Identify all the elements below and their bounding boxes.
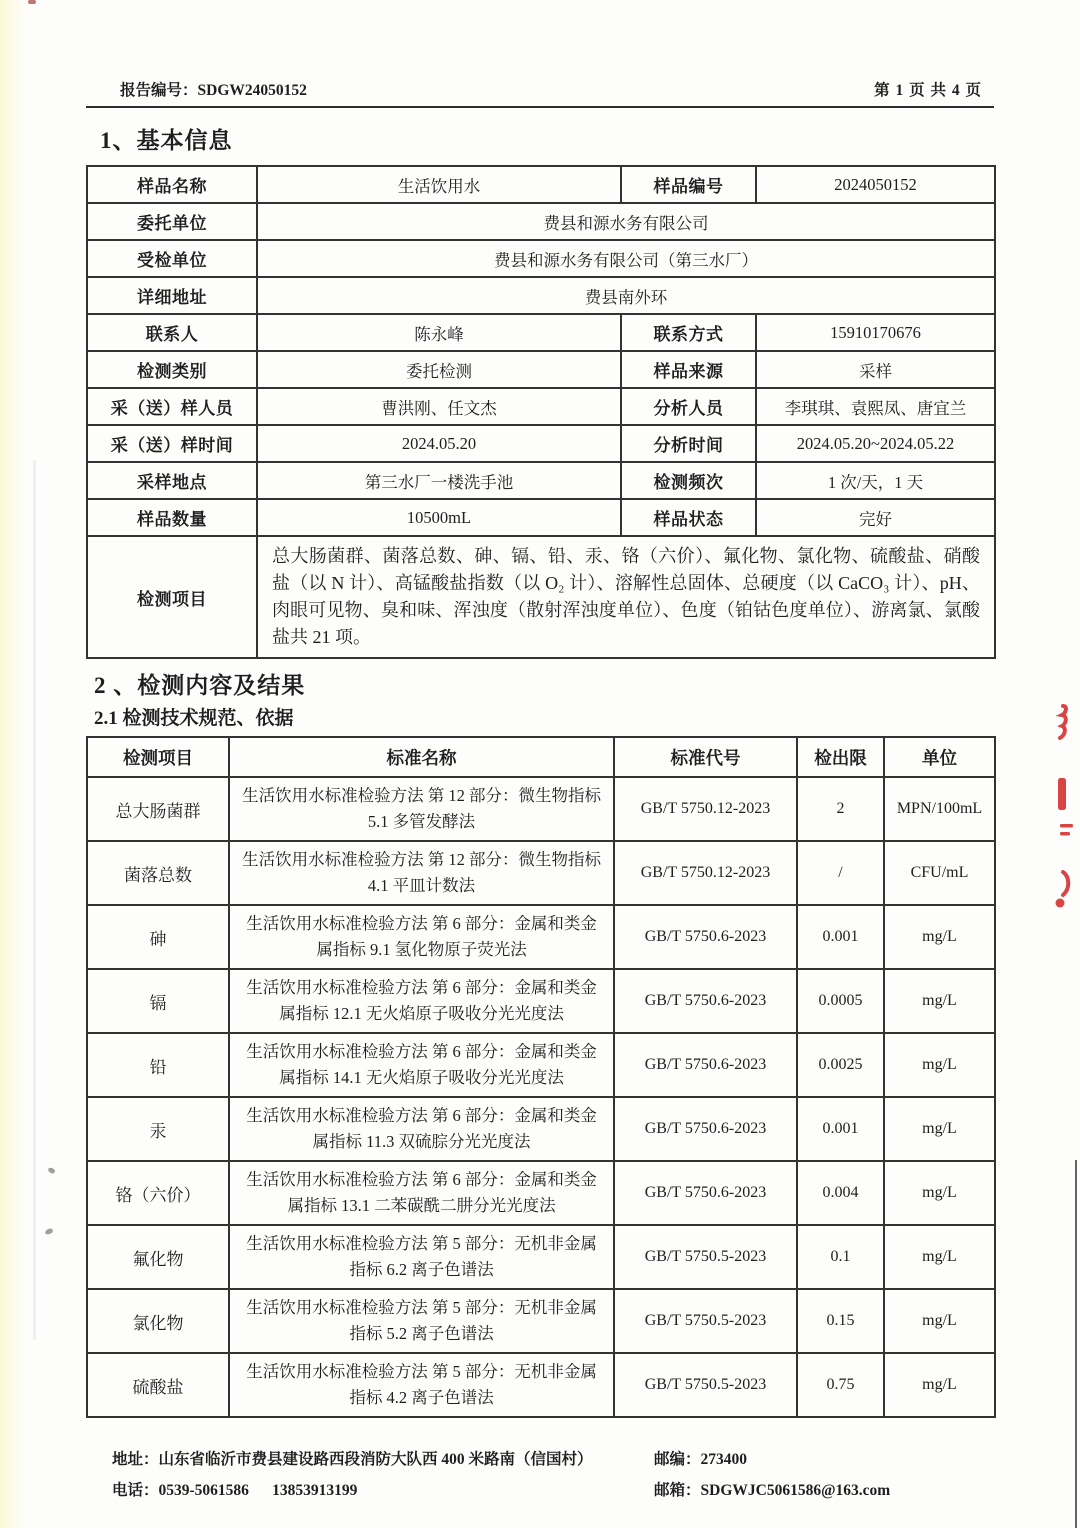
test-item: 总大肠菌群 [87,777,229,841]
test-item: 氟化物 [87,1225,229,1289]
table-row [87,462,995,499]
unit: mg/L [884,905,995,969]
detection-limit: 0.0025 [797,1033,884,1097]
table-row [87,1033,995,1097]
unit: CFU/mL [884,841,995,905]
standard-code: GB/T 5750.6-2023 [614,969,797,1033]
test-item: 砷 [87,905,229,969]
table-row [87,425,995,462]
column-header: 检测项目 [87,737,229,777]
detection-limit: 0.004 [797,1161,884,1225]
field-value: 采样 [756,351,995,388]
field-label: 检测类别 [87,351,257,388]
table-row [87,240,995,277]
field-label: 详细地址 [87,277,257,314]
table-row [87,166,995,203]
test-items-text: 总大肠菌群、菌落总数、砷、镉、铅、汞、铬（六价）、氟化物、氯化物、硫酸盐、硝酸盐（以 N 计）、高锰酸盐指数（以 O₂ 计）、溶解性总固体、总硬度（以 CaCO₃ 计）、pH、肉眼可见物、臭和味、浑浊度（散射浑浊度单位）、色度（铂钴色度单位）、游离氯、氯酸盐共 21 项。 [257,536,995,658]
detection-limit: 0.1 [797,1225,884,1289]
field-label: 分析人员 [621,388,756,425]
standard-name: 生活饮用水标准检验方法 第 6 部分：金属和类金属指标 9.1 氢化物原子荧光法 [229,905,614,969]
table-row [87,1097,995,1161]
standard-name: 生活饮用水标准检验方法 第 12 部分：微生物指标 4.1 平皿计数法 [229,841,614,905]
field-label: 样品来源 [621,351,756,388]
field-label: 受检单位 [87,240,257,277]
table-row [87,841,995,905]
unit: mg/L [884,1353,995,1417]
standard-name: 生活饮用水标准检验方法 第 6 部分：金属和类金属指标 11.3 双硫腙分光光度法 [229,1097,614,1161]
field-label: 检测频次 [621,462,756,499]
page-header [86,0,994,100]
table-row [87,536,995,658]
field-value: 费县和源水务有限公司 [257,203,995,240]
field-label: 采（送）样人员 [87,388,257,425]
test-item: 菌落总数 [87,841,229,905]
lab-phone: 电话：0539-5061586 13853913199 [112,1482,358,1499]
table-row [87,351,995,388]
table-row [87,1225,995,1289]
field-value: 李琪琪、袁熙凤、唐宜兰 [756,388,995,425]
section2-subtitle: 2.1 检测技术规范、依据 [94,708,294,729]
detection-limit: / [797,841,884,905]
table-row [87,314,995,351]
standard-name: 生活饮用水标准检验方法 第 5 部分：无机非金属指标 6.2 离子色谱法 [229,1225,614,1289]
field-label: 分析时间 [621,425,756,462]
standard-code: GB/T 5750.5-2023 [614,1353,797,1417]
table-row [87,277,995,314]
field-label: 样品名称 [87,166,257,203]
field-value: 费县南外环 [257,277,995,314]
standard-name: 生活饮用水标准检验方法 第 5 部分：无机非金属指标 4.2 离子色谱法 [229,1353,614,1417]
table-row [87,1353,995,1417]
standard-code: GB/T 5750.12-2023 [614,777,797,841]
field-value: 委托检测 [257,351,621,388]
field-value: 曹洪刚、任文杰 [257,388,621,425]
standard-code: GB/T 5750.6-2023 [614,1161,797,1225]
detection-limit: 2 [797,777,884,841]
standard-code: GB/T 5750.5-2023 [614,1225,797,1289]
methods-table [86,736,996,1418]
report-number: 报告编号：SDGW24050152 [120,82,307,99]
scan-speck [47,1166,56,1174]
field-label: 样品数量 [87,499,257,536]
detection-limit: 0.15 [797,1289,884,1353]
standard-name: 生活饮用水标准检验方法 第 6 部分：金属和类金属指标 13.1 二苯碳酰二肼分光光度法 [229,1161,614,1225]
field-value: 15910170676 [756,314,995,351]
lab-email: 邮箱：SDGWJC5061586@163.com [654,1482,891,1499]
page-footer [112,1444,984,1506]
detection-limit: 0.001 [797,905,884,969]
field-label: 采（送）样时间 [87,425,257,462]
field-value: 完好 [756,499,995,536]
table-row [87,388,995,425]
basic-info-table [86,165,996,659]
table-row [87,1161,995,1225]
unit: mg/L [884,1097,995,1161]
header-rule [86,106,994,108]
field-label: 委托单位 [87,203,257,240]
standard-code: GB/T 5750.12-2023 [614,841,797,905]
unit: mg/L [884,969,995,1033]
field-value: 2024.05.20 [257,425,621,462]
page-indicator: 第 1 页 共 4 页 [874,82,982,99]
column-header: 标准代号 [614,737,797,777]
table-row [87,777,995,841]
column-header: 单位 [884,737,995,777]
field-value: 1 次/天，1 天 [756,462,995,499]
unit: mg/L [884,1033,995,1097]
field-value: 生活饮用水 [257,166,621,203]
red-stamp-artifact [1048,698,1080,928]
unit: mg/L [884,1225,995,1289]
lab-address: 地址：山东省临沂市费县建设路西段消防大队西 400 米路南（信国村） [112,1451,593,1468]
scan-page-edge [1075,1160,1077,1528]
field-label: 联系人 [87,314,257,351]
detection-limit: 0.75 [797,1353,884,1417]
field-value: 第三水厂一楼洗手池 [257,462,621,499]
section2-title: 2 、检测内容及结果 [94,673,306,698]
detection-limit: 0.0005 [797,969,884,1033]
table-row [87,1289,995,1353]
field-value: 10500mL [257,499,621,536]
test-item: 铅 [87,1033,229,1097]
field-label: 采样地点 [87,462,257,499]
standard-code: GB/T 5750.6-2023 [614,905,797,969]
test-item: 汞 [87,1097,229,1161]
field-value: 费县和源水务有限公司（第三水厂） [257,240,995,277]
test-item: 镉 [87,969,229,1033]
column-header: 标准名称 [229,737,614,777]
field-value: 2024.05.20~2024.05.22 [756,425,995,462]
test-item: 氯化物 [87,1289,229,1353]
lab-postcode: 邮编：273400 [654,1451,748,1468]
field-label: 样品状态 [621,499,756,536]
standard-code: GB/T 5750.5-2023 [614,1289,797,1353]
scan-speck [44,1228,53,1235]
table-row [87,969,995,1033]
scan-fold-line [33,460,36,1340]
table-header-row [87,737,995,777]
standard-code: GB/T 5750.6-2023 [614,1033,797,1097]
unit: mg/L [884,1289,995,1353]
field-label: 检测项目 [87,536,257,658]
unit: MPN/100mL [884,777,995,841]
section1-title: 1、基本信息 [100,128,233,153]
test-item: 铬（六价） [87,1161,229,1225]
detection-limit: 0.001 [797,1097,884,1161]
standard-name: 生活饮用水标准检验方法 第 12 部分：微生物指标 5.1 多管发酵法 [229,777,614,841]
field-value: 陈永峰 [257,314,621,351]
field-label: 联系方式 [621,314,756,351]
test-item: 硫酸盐 [87,1353,229,1417]
table-row [87,499,995,536]
standard-code: GB/T 5750.6-2023 [614,1097,797,1161]
scan-edge-tint [0,0,26,1528]
standard-name: 生活饮用水标准检验方法 第 6 部分：金属和类金属指标 12.1 无火焰原子吸收分光光度法 [229,969,614,1033]
standard-name: 生活饮用水标准检验方法 第 5 部分：无机非金属指标 5.2 离子色谱法 [229,1289,614,1353]
field-label: 样品编号 [621,166,756,203]
scan-speck-red [28,0,36,4]
field-value: 2024050152 [756,166,995,203]
table-row [87,203,995,240]
standard-name: 生活饮用水标准检验方法 第 6 部分：金属和类金属指标 14.1 无火焰原子吸收分光光度法 [229,1033,614,1097]
table-row [87,905,995,969]
column-header: 检出限 [797,737,884,777]
unit: mg/L [884,1161,995,1225]
